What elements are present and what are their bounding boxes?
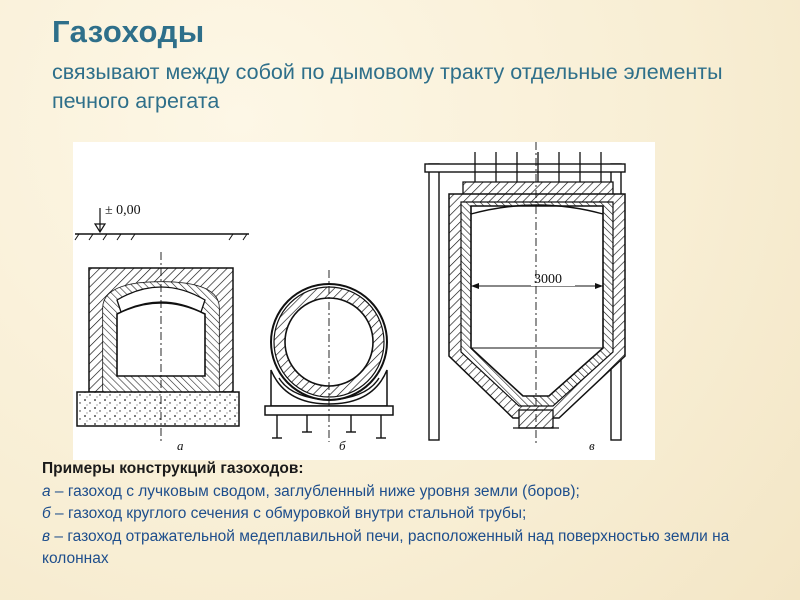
slide-title: Газоходы — [52, 14, 205, 49]
caption-key-a: а — [42, 482, 51, 500]
caption-text-b: – газоход круглого сечения с обмуровкой внутри стальной трубы; — [50, 505, 527, 522]
caption-item-b — [42, 503, 782, 526]
level-label: ± 0,00 — [105, 203, 141, 218]
caption-heading: Примеры конструкций газоходов: — [42, 460, 304, 477]
caption-key-v: в — [42, 527, 51, 545]
caption-item-v — [42, 526, 782, 571]
level-mark — [95, 203, 141, 232]
caption-item-a — [42, 481, 782, 504]
drawing-b — [265, 270, 393, 453]
drawing-v — [425, 142, 625, 453]
slide-subtitle: связывают между собой по дымовому тракту отдельные элементы печного агрегата — [52, 60, 723, 113]
drawing-a — [75, 203, 249, 453]
caption-text-a: – газоход с лучковым сводом, заглубленный ниже уровня земли (боров); — [50, 482, 580, 500]
figure-caption — [42, 458, 782, 571]
caption-text-v: – газоход отражательной медеплавильной печи, расположенный над поверхностью земли на колоннах — [42, 527, 730, 567]
dimension-label: 3000 — [534, 272, 562, 287]
label-v: в — [589, 438, 595, 453]
caption-key-b: б — [42, 505, 51, 522]
flue-drawings-figure — [73, 142, 655, 460]
label-a: а — [177, 438, 184, 453]
label-b: б — [339, 438, 346, 453]
